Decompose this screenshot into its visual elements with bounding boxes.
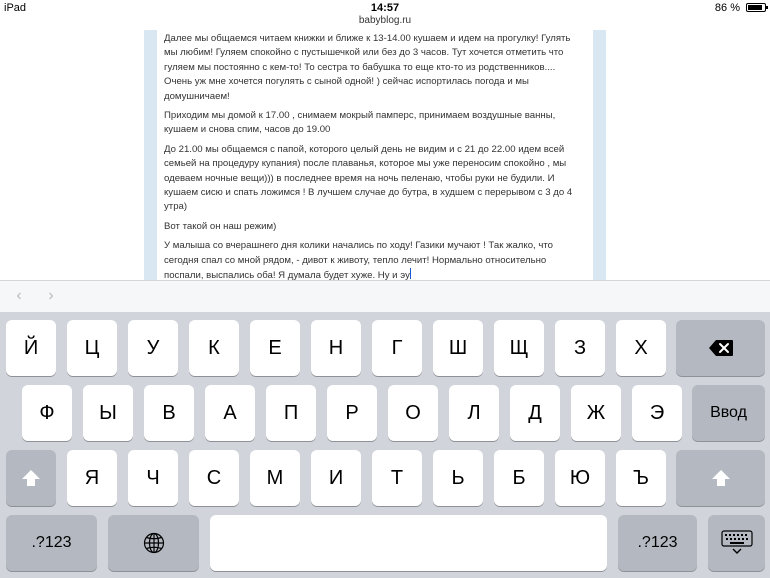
letter-key[interactable] (128, 320, 178, 376)
key-label: В (162, 402, 176, 424)
key-label: Ж (586, 402, 606, 424)
battery-icon (746, 3, 766, 12)
letter-key[interactable] (616, 320, 666, 376)
letter-key[interactable] (494, 450, 544, 506)
hide-keyboard-icon (708, 530, 765, 556)
status-bar (0, 0, 770, 30)
letter-key[interactable] (616, 450, 666, 506)
keyboard-accessory-bar (0, 280, 770, 313)
letter-key[interactable] (571, 385, 621, 441)
letter-key[interactable] (555, 450, 605, 506)
letter-key[interactable] (510, 385, 560, 441)
key-label: Х (634, 337, 648, 359)
letter-key[interactable] (632, 385, 682, 441)
letter-key[interactable] (555, 320, 605, 376)
letter-key[interactable] (144, 385, 194, 441)
numbers-left-label: .?123 (31, 534, 72, 551)
letter-key[interactable] (250, 320, 300, 376)
key-label: И (328, 467, 344, 489)
hide-keyboard-key[interactable] (708, 515, 765, 571)
globe-icon (108, 532, 199, 554)
key-label: Г (391, 337, 403, 359)
shift-icon (676, 469, 765, 487)
key-label: М (266, 467, 284, 489)
editor-paragraph-last (164, 239, 585, 280)
key-label: Ь (451, 467, 465, 489)
key-label: Ъ (633, 467, 649, 489)
letter-key[interactable] (372, 320, 422, 376)
key-label: Б (512, 467, 526, 489)
page-url[interactable]: babyblog.ru (358, 15, 412, 26)
key-label: К (208, 337, 220, 359)
web-content (0, 30, 770, 280)
device-name: iPad (4, 2, 27, 14)
chevron-left-icon[interactable]: ‹ (16, 287, 22, 304)
letter-key[interactable] (189, 320, 239, 376)
key-label: Е (268, 337, 282, 359)
text-caret (410, 268, 411, 279)
key-label: С (206, 467, 222, 489)
letter-key[interactable] (205, 385, 255, 441)
key-label: Ч (146, 467, 160, 489)
key-label: З (573, 337, 587, 359)
backspace-icon (676, 339, 765, 357)
letter-key[interactable] (372, 450, 422, 506)
key-label: Ф (39, 402, 55, 424)
letter-key[interactable] (250, 450, 300, 506)
shift-icon (6, 469, 56, 487)
key-label: Ц (84, 337, 100, 359)
letter-key[interactable] (266, 385, 316, 441)
letter-key[interactable] (128, 450, 178, 506)
numbers-right-key[interactable] (618, 515, 697, 571)
return-key-label: Ввод (710, 404, 747, 421)
key-label: Р (345, 402, 359, 424)
letter-key[interactable] (311, 320, 361, 376)
numbers-right-label: .?123 (637, 534, 678, 551)
key-label: Ш (448, 337, 468, 359)
editor-paragraph: Приходим мы домой к 17.00 , снимаем мокрый памперс, принимаем воздушные ванны, кушаем и снова спим, часов до 19.00 (164, 110, 556, 136)
letter-key[interactable] (67, 450, 117, 506)
key-label: О (405, 402, 421, 424)
key-label: Д (528, 402, 542, 424)
key-label: Т (390, 467, 404, 489)
key-label: Щ (509, 337, 529, 359)
key-label: Я (84, 467, 100, 489)
numbers-left-key[interactable] (6, 515, 97, 571)
globe-key[interactable] (108, 515, 199, 571)
key-label: Ю (569, 467, 591, 489)
onscreen-keyboard (0, 312, 770, 578)
space-key[interactable] (210, 515, 607, 571)
letter-key[interactable] (327, 385, 377, 441)
editor-paragraph: Далее мы общаемся читаем книжки и ближе к 13-14.00 кушаем и идем на прогулку! Гулять мы любим! Гуляем спокойно с пустышечкой или без до 3 часов. Тут хочется отметить что гуляем мы постоянно с кем-то! То сестра то бабушка то еще кто-то из родственников.... Очень уж мне хочется погулять с сыной одной! ) сейчас испортилась погода и мы домушничаем! (164, 33, 571, 102)
key-label: Л (467, 402, 481, 424)
post-editor[interactable] (157, 30, 593, 280)
clock: 14:57 (370, 2, 400, 14)
key-label: У (146, 337, 160, 359)
shift-right-key[interactable] (676, 450, 765, 506)
key-label: Э (649, 402, 665, 424)
battery-percent: 86 % (714, 2, 740, 14)
key-label: Н (328, 337, 344, 359)
letter-key[interactable] (388, 385, 438, 441)
letter-key[interactable] (83, 385, 133, 441)
backspace-key[interactable] (676, 320, 765, 376)
key-label: А (223, 402, 237, 424)
key-label: П (283, 402, 299, 424)
letter-key[interactable] (433, 320, 483, 376)
letter-key[interactable] (6, 320, 56, 376)
letter-key[interactable] (189, 450, 239, 506)
chevron-right-icon[interactable]: › (48, 287, 54, 304)
letter-key[interactable] (67, 320, 117, 376)
letter-key[interactable] (494, 320, 544, 376)
letter-key[interactable] (311, 450, 361, 506)
editor-paragraph-text: У малыша со вчерашнего дня колики начались по ходу! Газики мучают ! Так жалко, что сегодня спал со мной рядом, - дивот к животу, тепло лечит! Нормально относительно поспали, выспались оба! Я думала будет хуже. Ну и эу (164, 240, 553, 280)
return-key[interactable] (692, 385, 765, 441)
letter-key[interactable] (22, 385, 72, 441)
shift-left-key[interactable] (6, 450, 56, 506)
key-label: Ы (99, 402, 117, 424)
letter-key[interactable] (449, 385, 499, 441)
letter-key[interactable] (433, 450, 483, 506)
key-label: Й (23, 337, 39, 359)
editor-paragraph: Вот такой он наш режим) (164, 220, 277, 232)
editor-paragraph: До 21.00 мы общаемся с папой, которого целый день не видим и с 21 до 22.00 идем всей семьей на процедуру купания) после плаванья, которое мы уже переносим спокойно , мы одеваем ночные вещи))) в последнее время на ночь пеленаю, чтобы руки не будили. И кушаем сисю и спать ложимся ! В лучшем случае до бутра, в худшем с перерывом с 3 до 4 утра) (164, 143, 573, 213)
